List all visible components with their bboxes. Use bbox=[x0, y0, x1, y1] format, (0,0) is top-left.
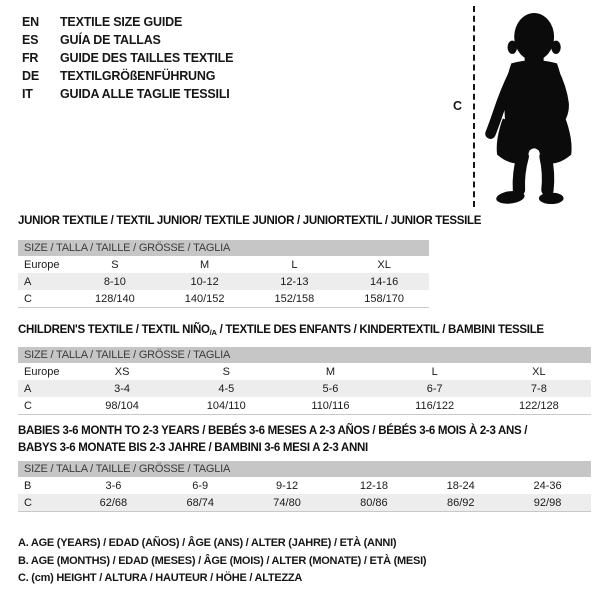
table-row bbox=[18, 397, 591, 415]
language-code: DE bbox=[22, 69, 39, 83]
size-cell: 116/122 bbox=[383, 397, 487, 415]
size-cell: 9-12 bbox=[276, 479, 299, 492]
size-cell: 128/140 bbox=[70, 290, 160, 308]
footnote-age-years: A. AGE (YEARS) / EDAD (AÑOS) / ÂGE (ANS) / ALTER (JAHRE) / ETÀ (ANNI) bbox=[18, 537, 397, 549]
childrens-section-title bbox=[18, 324, 544, 337]
size-cell: 12-13 bbox=[250, 273, 340, 290]
guide-title-en: TEXTILE SIZE GUIDE bbox=[60, 15, 183, 29]
row-label-cell: Europe bbox=[24, 365, 60, 378]
size-cell: XL bbox=[532, 365, 546, 378]
height-measure-line bbox=[473, 6, 475, 207]
size-cell: XL bbox=[377, 258, 391, 271]
babies-title-line1: BABIES 3-6 MONTH TO 2-3 YEARS / BEBÉS 3-6 MESES A 2-3 AÑOS / BÉBÉS 3-6 MOIS À 2-3 ANS / bbox=[18, 425, 528, 437]
row-label-cell: C bbox=[18, 290, 70, 308]
size-cell: 68/74 bbox=[157, 494, 244, 512]
table-row bbox=[18, 256, 429, 273]
size-cell: 24-36 bbox=[533, 479, 562, 492]
language-code: IT bbox=[22, 87, 33, 101]
size-cell: 110/116 bbox=[278, 397, 382, 415]
childrens-title-pre: CHILDREN'S TEXTILE / TEXTIL NIÑO bbox=[18, 324, 210, 336]
size-cell: 6-7 bbox=[383, 380, 487, 397]
table-row bbox=[18, 290, 429, 308]
size-cell: 122/128 bbox=[487, 397, 591, 415]
row-label-cell: C bbox=[18, 494, 70, 512]
table-row bbox=[18, 477, 591, 494]
size-cell: 80/86 bbox=[330, 494, 417, 512]
size-cell: 86/92 bbox=[417, 494, 504, 512]
size-cell: 8-10 bbox=[70, 273, 160, 290]
junior-size-table bbox=[18, 240, 429, 308]
size-header-label: SIZE / TALLA / TAILLE / GRÖSSE / TAGLIA bbox=[18, 347, 591, 363]
babies-section-title bbox=[18, 423, 527, 457]
footnotes bbox=[18, 535, 426, 588]
size-cell: 5-6 bbox=[278, 380, 382, 397]
size-cell: 140/152 bbox=[160, 290, 250, 308]
language-title-list bbox=[22, 13, 233, 103]
size-cell: M bbox=[200, 258, 210, 271]
size-cell: 18-24 bbox=[446, 479, 475, 492]
childrens-size-table bbox=[18, 347, 591, 415]
table-row bbox=[18, 363, 591, 380]
size-cell: 158/170 bbox=[339, 290, 429, 308]
guide-title-fr: GUIDE DES TAILLES TEXTILE bbox=[60, 51, 234, 65]
language-row bbox=[22, 13, 233, 31]
size-cell: 6-9 bbox=[192, 479, 209, 492]
table-header-row bbox=[18, 347, 591, 363]
row-label-cell: C bbox=[18, 397, 70, 415]
size-cell: 4-5 bbox=[174, 380, 278, 397]
childrens-title-post: / TEXTILE DES ENFANTS / KINDERTEXTIL / BAMBINI TESSILE bbox=[216, 324, 544, 336]
footnote-age-months: B. AGE (MONTHS) / EDAD (MESES) / ÂGE (MOIS) / ALTER (MONATE) / ETÀ (MESI) bbox=[18, 554, 427, 567]
size-cell: 92/98 bbox=[504, 494, 591, 512]
size-cell: S bbox=[111, 258, 119, 271]
size-cell: M bbox=[325, 365, 336, 378]
table-header-row bbox=[18, 240, 429, 256]
size-header-label: SIZE / TALLA / TAILLE / GRÖSSE / TAGLIA bbox=[18, 240, 429, 256]
size-cell: 14-16 bbox=[339, 273, 429, 290]
row-label-cell: B bbox=[24, 479, 32, 492]
language-code: EN bbox=[22, 15, 39, 29]
size-cell: 62/68 bbox=[70, 494, 157, 512]
size-cell: L bbox=[291, 258, 298, 271]
row-label-cell: A bbox=[18, 273, 70, 290]
size-cell: L bbox=[431, 365, 438, 378]
language-code: FR bbox=[22, 51, 39, 65]
size-cell: XS bbox=[114, 365, 130, 378]
language-code: ES bbox=[22, 33, 39, 47]
size-cell: 152/158 bbox=[250, 290, 340, 308]
language-row bbox=[22, 67, 233, 85]
height-figure bbox=[448, 3, 600, 213]
table-header-row bbox=[18, 461, 591, 477]
size-cell: 10-12 bbox=[160, 273, 250, 290]
table-row bbox=[18, 273, 429, 290]
table-row bbox=[18, 380, 591, 397]
row-label-cell: Europe bbox=[24, 258, 60, 271]
footnote-height-cm: C. (cm) HEIGHT / ALTURA / HAUTEUR / HÖHE / ALTEZZA bbox=[18, 572, 303, 584]
size-cell: 3-6 bbox=[105, 479, 122, 492]
row-label-cell: A bbox=[18, 380, 70, 397]
childrens-title-sub: /A bbox=[209, 328, 217, 337]
size-cell: S bbox=[222, 365, 230, 378]
junior-section-title: JUNIOR TEXTILE / TEXTIL JUNIOR/ TEXTILE JUNIOR / JUNIORTEXTIL / JUNIOR TESSILE bbox=[18, 215, 482, 227]
height-marker-label: C bbox=[453, 99, 463, 113]
size-cell: 3-4 bbox=[70, 380, 174, 397]
size-cell: 98/104 bbox=[70, 397, 174, 415]
size-cell: 7-8 bbox=[487, 380, 591, 397]
babies-size-table bbox=[18, 461, 591, 512]
toddler-silhouette-icon bbox=[480, 8, 594, 210]
size-cell: 74/80 bbox=[244, 494, 331, 512]
table-row bbox=[18, 494, 591, 512]
size-header-label: SIZE / TALLA / TAILLE / GRÖSSE / TAGLIA bbox=[18, 461, 591, 477]
language-row bbox=[22, 85, 233, 103]
language-row bbox=[22, 31, 233, 49]
babies-title-line2: BABYS 3-6 MONATE BIS 2-3 JAHRE / BAMBINI 3-6 MESI A 2-3 ANNI bbox=[18, 442, 368, 454]
size-cell: 104/110 bbox=[174, 397, 278, 415]
guide-title-it: GUIDA ALLE TAGLIE TESSILI bbox=[60, 87, 230, 101]
language-row bbox=[22, 49, 233, 67]
guide-title-de: TEXTILGRÖßENFÜHRUNG bbox=[60, 69, 216, 83]
size-cell: 12-18 bbox=[359, 479, 388, 492]
guide-title-es: GUÍA DE TALLAS bbox=[60, 33, 161, 47]
